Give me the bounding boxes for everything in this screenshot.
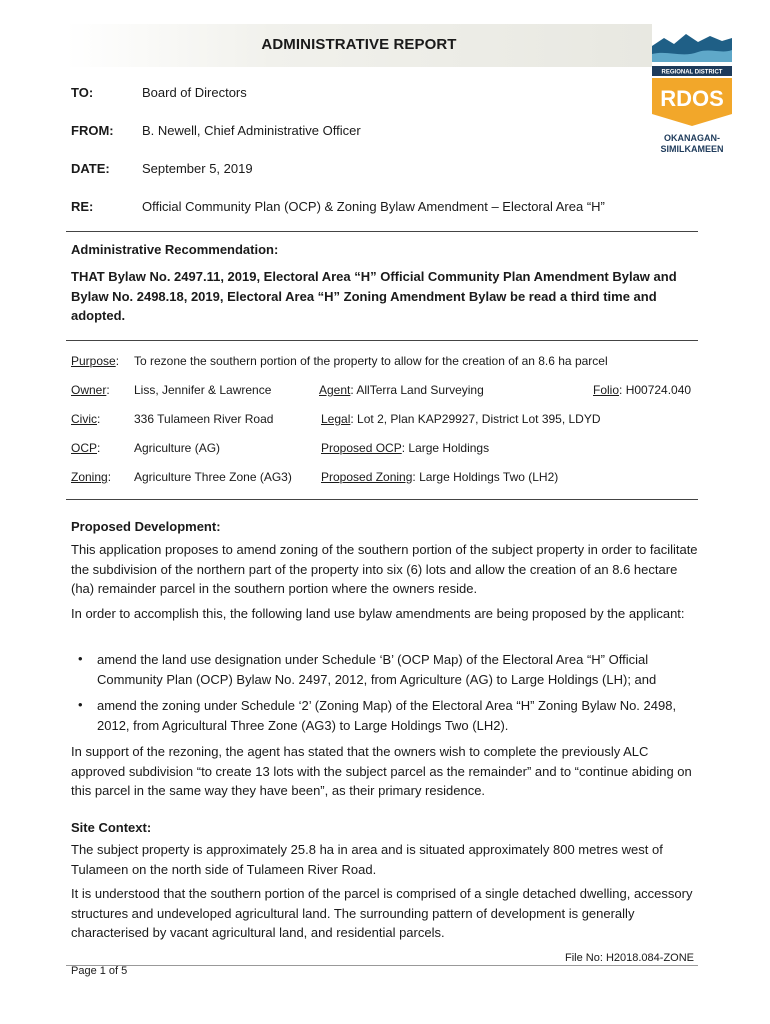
proposed-ocp-field: Proposed OCP: Large Holdings — [321, 441, 490, 455]
zoning-label: Zoning: — [71, 470, 112, 484]
page-number: Page 1 of 5 — [71, 965, 128, 977]
logo-acronym: RDOS — [660, 86, 724, 111]
logo-name-line1: OKANAGAN- — [664, 133, 720, 143]
recommendation-divider — [66, 340, 698, 341]
proposed-development-para1: This application proposes to amend zoning of the southern portion of the subject property in order to facilitate the subdivision of the northern part of the property into six (6) lots and allow the creation of an 8.6 hectare (ha) remainder parcel in the southern portion where the owners reside. — [71, 542, 698, 596]
bullet-2: amend the zoning under Schedule ‘2’ (Zoning Map) of the Electoral Area “H” Zoning Bylaw No. 2498, 2012, from Agricultural Three Zone (AG3) to Large Holdings Two (LH2). — [97, 698, 677, 733]
purpose-value: To rezone the southern portion of the property to allow for the creation of an 8.6 ha parcel — [134, 354, 608, 368]
agent-field: Agent: AllTerra Land Surveying — [319, 383, 484, 397]
re-label: RE: — [71, 199, 94, 214]
site-context-heading: Site Context: — [71, 820, 152, 835]
site-context-para2: It is understood that the southern portion of the parcel is comprised of a single detached dwelling, accessory structures and undeveloped agricultural land. The surrounding pattern of development is generally characterised by vacant agricultural land, and residential parcels. — [71, 886, 693, 940]
header-divider — [66, 231, 698, 232]
recommendation-heading: Administrative Recommendation: — [71, 242, 279, 257]
folio-field: Folio: H00724.040 — [593, 383, 692, 397]
zoning-value: Agriculture Three Zone (AG3) — [134, 470, 292, 484]
bullet-1: amend the land use designation under Schedule ‘B’ (OCP Map) of the Electoral Area “H” Official Community Plan (OCP) Bylaw No. 2497, 2012, from Agriculture (AG) to Large Holdings (LH); and — [97, 652, 657, 687]
bullet-1-marker: • — [78, 651, 83, 666]
to-value: Board of Directors — [142, 85, 247, 100]
date-label: DATE: — [71, 161, 110, 176]
civic-value: 336 Tulameen River Road — [134, 412, 274, 426]
ocp-label: OCP: — [71, 441, 101, 455]
rdos-logo — [648, 32, 734, 156]
logo-name-line2: SIMILKAMEEN — [660, 144, 724, 154]
details-divider — [66, 499, 698, 500]
purpose-label: Purpose: — [71, 354, 120, 368]
date-value: September 5, 2019 — [142, 161, 253, 176]
owner-label: Owner: — [71, 383, 110, 397]
civic-label: Civic: — [71, 412, 101, 426]
legal-field: Legal: Lot 2, Plan KAP29927, District Lot 395, LDYD — [321, 412, 601, 426]
from-label: FROM: — [71, 123, 114, 138]
report-title: ADMINISTRATIVE REPORT — [261, 36, 457, 53]
bullet-2-marker: • — [78, 697, 83, 712]
proposed-zoning-field: Proposed Zoning: Large Holdings Two (LH2) — [321, 470, 559, 484]
re-value: Official Community Plan (OCP) & Zoning Bylaw Amendment – Electoral Area “H” — [142, 199, 605, 214]
footer-divider — [66, 965, 698, 966]
to-label: TO: — [71, 85, 94, 100]
recommendation-text: THAT Bylaw No. 2497.11, 2019, Electoral Area “H” Official Community Plan Amendment Bylaw and Bylaw No. 2498.18, 2019, Electoral Area “H” Zoning Amendment Bylaw be read a third time and adopted. — [71, 269, 677, 323]
from-value: B. Newell, Chief Administrative Officer — [142, 123, 361, 138]
owner-value: Liss, Jennifer & Lawrence — [134, 383, 272, 397]
site-context-para1: The subject property is approximately 25.8 ha in area and is situated approximately 800 metres west of Tulameen on the north side of Tulameen River Road. — [71, 842, 663, 877]
proposed-development-para2: In order to accomplish this, the following land use bylaw amendments are being proposed by the applicant: — [71, 606, 685, 621]
ocp-value: Agriculture (AG) — [134, 441, 221, 455]
logo-regional-district: REGIONAL DISTRICT — [661, 69, 723, 76]
file-number: File No: H2018.084-ZONE — [565, 952, 694, 964]
proposed-development-heading: Proposed Development: — [71, 519, 221, 534]
proposed-development-para3: In support of the rezoning, the agent has stated that the owners wish to complete the previously ALC approved subdivision “to create 13 lots with the subject parcel as the remainder” and to “continue abiding on this parcel in the same way they have been”, as their primary residence. — [71, 744, 692, 798]
